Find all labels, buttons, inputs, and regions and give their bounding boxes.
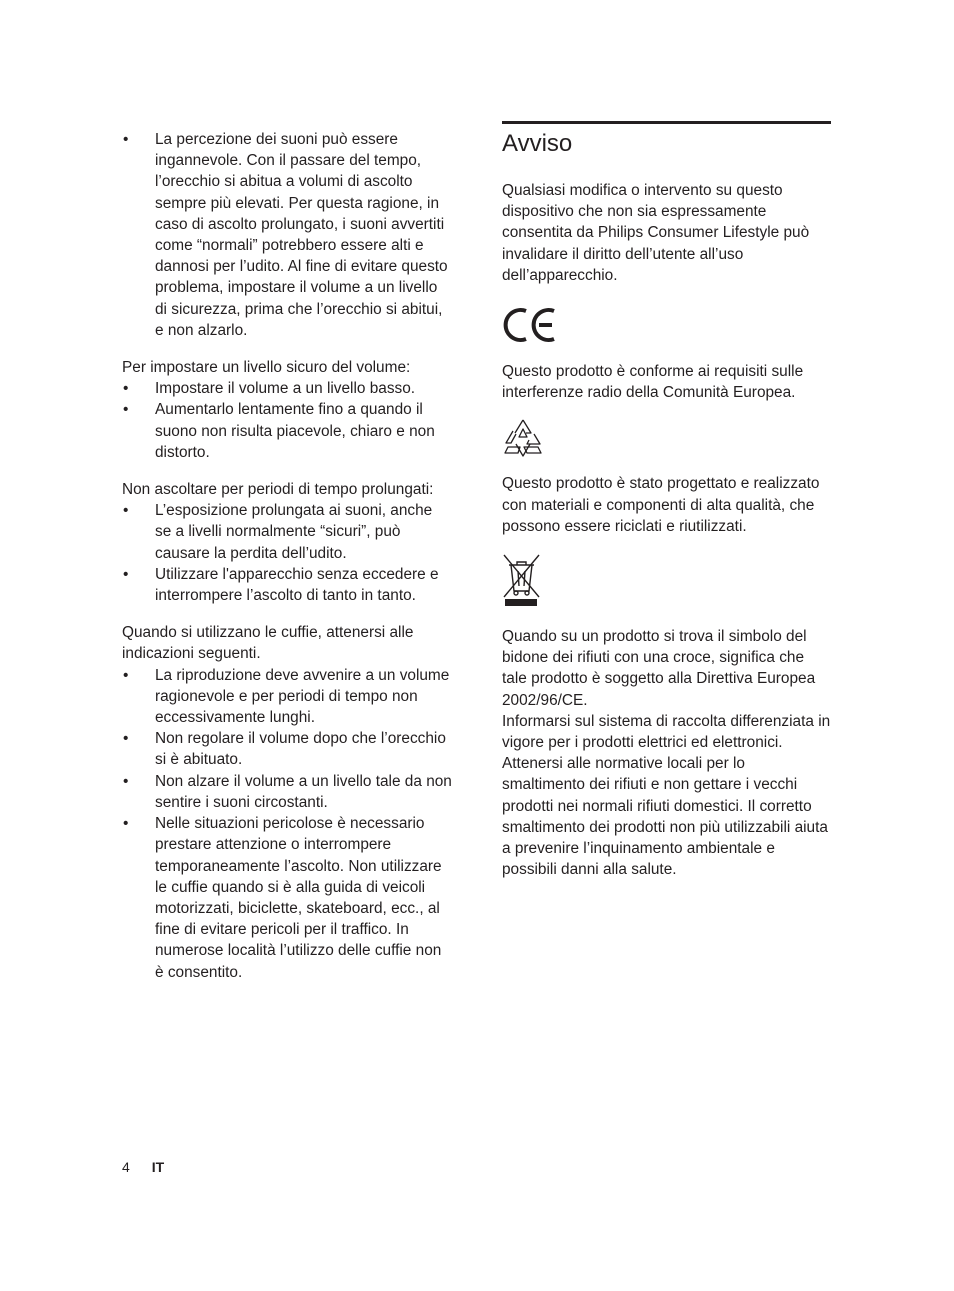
weee-paragraph-2: Informarsi sul sistema di raccolta differenziata in vigore per i prodotti elettrici ed elettronici. Attenersi alle normative locali per lo smaltimento dei rifiuti e non gettare i vecchi prodotti nei normali rifiuti domestici. Il corretto smaltimento dei prodotti non più utilizzabili aiuta a prevenire l’inquinamento ambientale e possibili danni alla salute. — [502, 712, 831, 879]
left-column — [122, 129, 452, 983]
section-title: Avviso — [502, 130, 573, 157]
section-heading: Quando si utilizzano le cuffie, attenersi alle indicazioni seguenti. — [122, 624, 414, 663]
ce-paragraph: Questo prodotto è conforme ai requisiti sulle interferenze radio della Comunità Europea. — [502, 363, 804, 402]
weee-paragraph: Quando su un prodotto si trova il simbolo del bidone dei rifiuti con una croce, significa che tale prodotto è soggetto alla Direttiva Europea 2002/96/CE. — [502, 628, 816, 709]
right-column — [502, 121, 831, 880]
section-list — [122, 665, 452, 983]
list-item: • La percezione dei suoni può essere ingannevole. Con il passare del tempo, l’orecchio si abitua a volumi di ascolto sempre più elevati. Per questa ragione, in caso di ascolto prolungato, i suoni avvertiti come “normali” potrebbero essere alti e dannosi per l’udito. Al fine di evitare questo problema, impostare il volume a un livello di sicurezza, prima che l’orecchio si abitui, e non alzarlo. — [122, 129, 452, 341]
page-footer — [122, 1157, 164, 1177]
recycle-paragraph: Questo prodotto è stato progettato e realizzato con materiali e componenti di alta qualità, che possono essere riciclati e riutilizzati. — [502, 475, 820, 535]
heading-rule — [502, 121, 831, 124]
list-item: • Aumentarlo lentamente fino a quando il suono non risulta piacevole, chiaro e non distorto. — [122, 399, 452, 463]
list-item: • L’esposizione prolungata ai suoni, anche se a livelli normalmente “sicuri”, può causare la perdita dell’udito. — [122, 500, 452, 564]
list-item: • Non regolare il volume dopo che l’orecchio si è abituato. — [122, 728, 452, 770]
section-list — [122, 500, 452, 606]
list-item: • Non alzare il volume a un livello tale da non sentire i suoni circostanti. — [122, 771, 452, 813]
list-item: • Nelle situazioni pericolose è necessario prestare attenzione o interrompere temporaneamente l’ascolto. Non utilizzare le cuffie quando si è alla guida di veicoli motorizzati, biciclette, skateboard, ecc., al fine di evitare pericoli per il traffico. In numerose località l’utilizzo delle cuffie non è consentito. — [122, 813, 452, 983]
language-code: IT — [151, 1159, 165, 1175]
list-item: • La riproduzione deve avvenire a un volume ragionevole e per periodi di tempo non eccessivamente lunghi. — [122, 665, 452, 729]
crossed-out-bin-icon — [502, 553, 542, 607]
section-heading: Per impostare un livello sicuro del volume: — [122, 359, 411, 377]
ce-mark-icon — [502, 304, 558, 346]
page-number: 4 — [122, 1159, 130, 1175]
notice-paragraph: Qualsiasi modifica o intervento su questo dispositivo che non sia espressamente consentita da Philips Consumer Lifestyle può invalidare il diritto dell’utente all’uso dell’apparecchio. — [502, 182, 810, 284]
intro-list — [122, 129, 452, 341]
list-item: • Utilizzare l'apparecchio senza eccedere e interrompere l’ascolto di tanto in tanto. — [122, 564, 452, 606]
section-heading: Non ascoltare per periodi di tempo prolungati: — [122, 481, 434, 499]
list-item: • Impostare il volume a un livello basso. — [122, 378, 452, 399]
recycle-icon — [502, 417, 544, 459]
section-list — [122, 378, 452, 463]
